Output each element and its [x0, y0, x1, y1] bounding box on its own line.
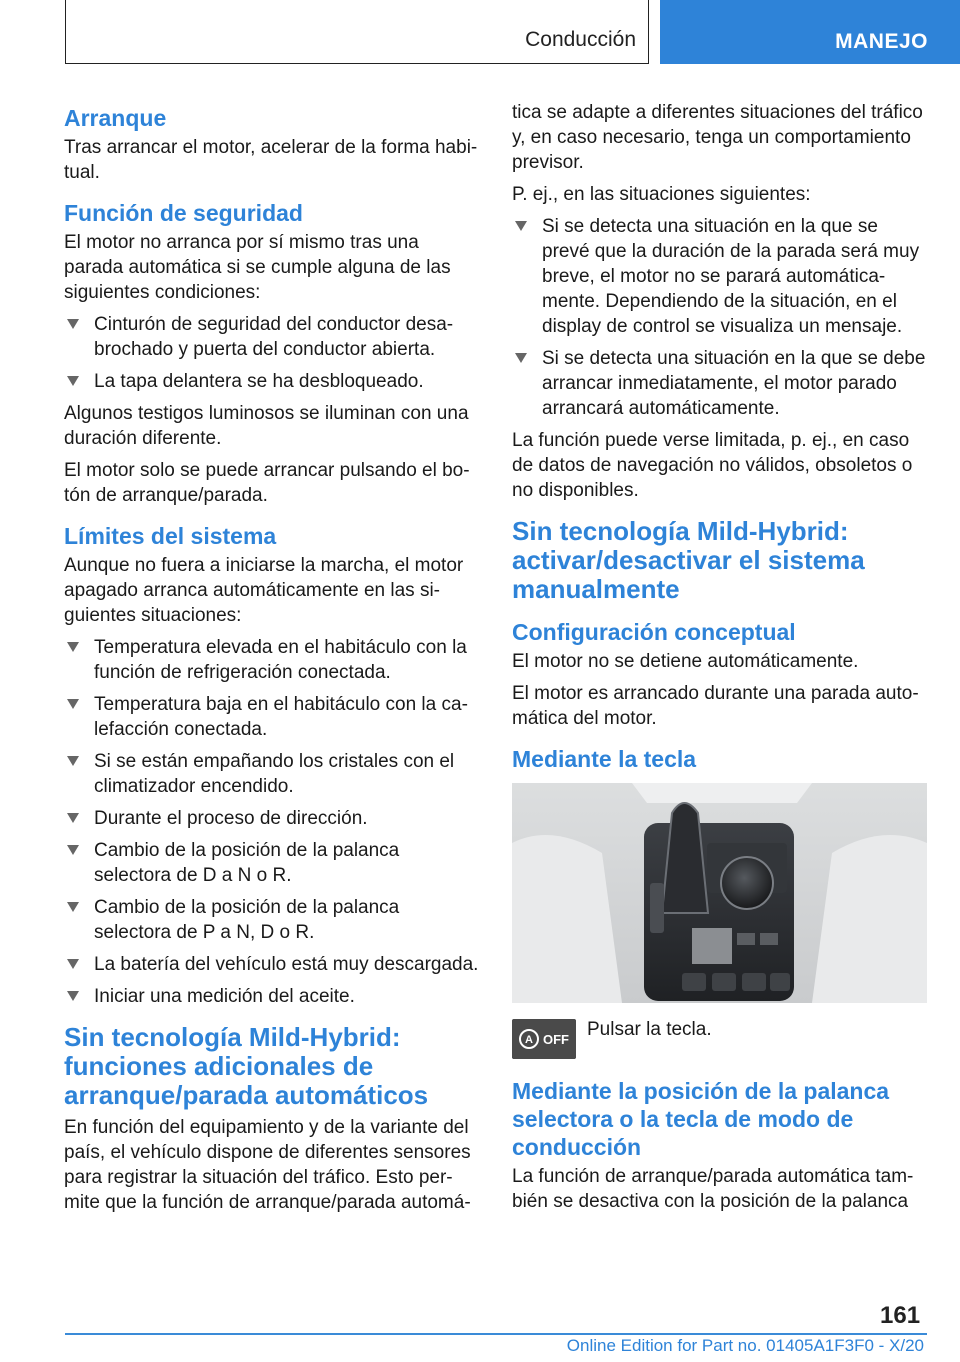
paragraph-config-1: El motor no se detiene automáticamente. [512, 651, 859, 672]
heading-funciones-adicionales: Sin tecnología Mild-Hybrid: funciones adicionales de arranque/parada automáticos [64, 1022, 429, 1110]
list-item: La batería del vehículo está muy descargada. [64, 952, 479, 977]
paragraph-ejemplos: P. ej., en las situaciones siguientes: [512, 184, 811, 205]
list-item: Cambio de la posición de la palanca selectora de D a N o R. [64, 838, 479, 888]
triangle-bullet-icon [67, 959, 79, 969]
list-item: Durante el proceso de dirección. [64, 806, 479, 831]
paragraph-boton: El motor solo se puede arrancar pulsando el bo‐ tón de arranque/parada. [64, 460, 470, 506]
triangle-bullet-icon [515, 353, 527, 363]
triangle-bullet-icon [67, 991, 79, 1001]
list-item: La tapa delantera se ha desbloqueado. [64, 369, 479, 394]
chapter-title: MANEJO [835, 30, 928, 53]
off-button-row [512, 1015, 927, 1063]
paragraph-funciones: En función del equipamiento y de la variante del país, el vehículo dispone de diferentes sensores para registrar la situación del tráfico. Esto per‐ mite que la función de arranque/parada automá‐ [64, 1117, 471, 1213]
paragraph-palanca: La función de arranque/parada automática tam‐ bién se desactiva con la posición de la palanca [512, 1166, 914, 1212]
heading-mediante-tecla: Mediante la tecla [512, 746, 697, 772]
paragraph-limites: Aunque no fuera a iniciarse la marcha, el motor apagado arranca automáticamente en las si‐ guientes situaciones: [64, 555, 464, 626]
heading-configuracion: Configuración conceptual [512, 619, 796, 645]
list-item: Temperatura baja en el habitáculo con la ca‐ lefacción conectada. [64, 692, 479, 742]
header-chapter-box [660, 0, 960, 64]
paragraph-continuacion: tica se adapte a diferentes situaciones del tráfico y, en caso necesario, tenga un comportamiento previsor. [512, 102, 923, 173]
heading-mediante-palanca: Mediante la posición de la palanca selectora o la tecla de modo de conducción [512, 1078, 890, 1160]
heading-activar-desactivar: Sin tecnología Mild-Hybrid: activar/desactivar el sistema manualmente [512, 516, 865, 604]
triangle-bullet-icon [67, 813, 79, 823]
footer-divider [65, 1333, 927, 1335]
list-item: Si se detecta una situación en la que se debe arrancar inmediatamente, el motor parado arrancará automáticamente. [512, 346, 927, 421]
triangle-bullet-icon [67, 902, 79, 912]
list-item: Si se están empañando los cristales con el climatizador encendido. [64, 749, 479, 799]
triangle-bullet-icon [67, 756, 79, 766]
list-item: Cambio de la posición de la palanca selectora de P a N, D o R. [64, 895, 479, 945]
triangle-bullet-icon [67, 845, 79, 855]
paragraph-limitada: La función puede verse limitada, p. ej., en caso de datos de navegación no válidos, obsoletos o no disponibles. [512, 430, 913, 501]
page-number: 161 [880, 1302, 921, 1329]
svg-text:A: A [525, 1034, 533, 1046]
section-title: Conducción [525, 28, 636, 51]
limites-list [64, 635, 479, 1009]
list-item: Si se detecta una situación en la que se prevé que la duración de la parada será muy breve, el motor no se parará automática‐ mente. Dependiendo de la situación, en el display de control se visualiza un mensaje. [512, 214, 927, 339]
ejemplos-list [512, 214, 927, 421]
heading-funcion-seguridad: Función de seguridad [64, 200, 303, 226]
center-console-image [512, 783, 927, 1003]
paragraph-pulsar: Pulsar la tecla. [587, 1019, 712, 1040]
paragraph-config-2: El motor es arrancado durante una parada auto‐ mática del motor. [512, 683, 919, 729]
list-item: Iniciar una medición del aceite. [64, 984, 479, 1009]
list-item: Temperatura elevada en el habitáculo con la función de refrigeración conectada. [64, 635, 479, 685]
triangle-bullet-icon [515, 221, 527, 231]
auto-start-stop-off-icon [512, 1019, 576, 1059]
list-item: Cinturón de seguridad del conductor desa‐ brochado y puerta del conductor abierta. [64, 312, 479, 362]
left-column [64, 100, 479, 1222]
triangle-bullet-icon [67, 642, 79, 652]
paragraph-arranque: Tras arrancar el motor, acelerar de la forma habi‐ tual. [64, 137, 478, 183]
header-section-box [65, 0, 649, 64]
right-column [512, 100, 927, 1221]
footer-edition: Online Edition for Part no. 01405A1F3F0 - X/20 [566, 1336, 924, 1355]
triangle-bullet-icon [67, 376, 79, 386]
heading-arranque: Arranque [64, 105, 167, 131]
off-label: OFF [543, 1032, 569, 1047]
seguridad-list [64, 312, 479, 394]
paragraph-seguridad: El motor no arranca por sí mismo tras una parada automática si se cumple alguna de las siguientes condiciones: [64, 232, 451, 303]
triangle-bullet-icon [67, 319, 79, 329]
triangle-bullet-icon [67, 699, 79, 709]
paragraph-testigos: Algunos testigos luminosos se iluminan con una duración diferente. [64, 403, 469, 449]
heading-limites-sistema: Límites del sistema [64, 523, 277, 549]
